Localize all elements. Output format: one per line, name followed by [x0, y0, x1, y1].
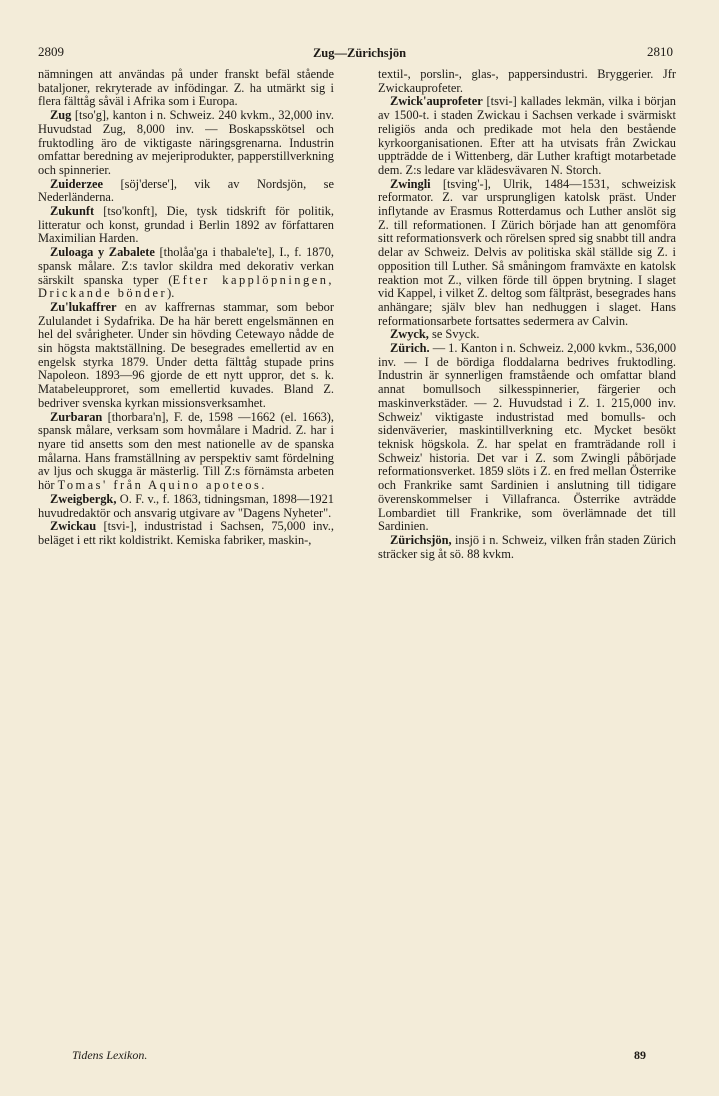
- entry-text: [tholåa'ga i thabale'te], I., f. 1870, spansk målare. Z:s tavlor skildra med dekorativ verkan särskilt spanska typer (: [38, 245, 334, 287]
- entry-headword: Zuiderzee: [50, 176, 103, 191]
- entry-headword: Zwick'auprofeter: [390, 94, 483, 109]
- entry-spaced-title: Efter kapplöpningen, Drickande bönder: [38, 272, 334, 301]
- lexicon-entry: [38, 178, 334, 205]
- entry-headword: Zug: [50, 108, 72, 123]
- lexicon-entry: [38, 109, 334, 178]
- running-head: Zug—Zürichsjön: [312, 46, 407, 60]
- entry-text: se Svyck.: [428, 327, 480, 342]
- lexicon-entry: [38, 493, 334, 520]
- entry-text: [tso'g], kanton i n. Schweiz. 240 kvkm., 32,000 inv. Huvudstad Zug, 8,000 inv. — Boskapsskötsel och fruktodling äro de viktigaste näringsgrenarna. Industrin omfattar beredning av mejeriprodukter, papperstillverkning och spinnerier.: [38, 108, 334, 177]
- lexicon-entry: [378, 178, 676, 329]
- entry-headword: Zwickau: [50, 519, 97, 534]
- entry-headword: Zwingli: [390, 176, 431, 191]
- entry-headword: Zürichsjön,: [390, 532, 452, 547]
- page-number-left: 2809: [38, 44, 64, 59]
- entry-headword: Zuloaga y Zabalete: [50, 245, 155, 260]
- lexicon-entry: [38, 246, 334, 301]
- entry-text: [tsvi-], industristad i Sachsen, 75,000 inv., beläget i ett rikt koldistrikt. Kemiska fabriker, maskin-,: [38, 519, 334, 547]
- lexicon-entry: [378, 534, 676, 561]
- entry-tail: ).: [167, 286, 175, 301]
- entry-headword: Zweigbergk,: [50, 491, 117, 506]
- entry-headword: Zukunft: [50, 204, 95, 219]
- entry-headword: Zürich.: [390, 341, 430, 356]
- lexicon-entry: [378, 328, 676, 342]
- lexicon-entry: [38, 301, 334, 411]
- lexicon-entry: [378, 342, 676, 534]
- entry-text: en av kaffrernas stammar, som bebor Zululandet i Sydafrika. De ha här berett engelsmännen en hel del svårigheter. Under sin hövding Cetewayo nådde de sin högsta maktställning. De besegrades emellertid av en engelsk styrka 1879. Under detta fälttåg stupade prins Napoleon. 1893—96 gjorde de ett nytt uppror, det s. k. Matabeleupproret, som emellertid kuvades. Bland Z. bedriver svenska kyrkan missionsverksamhet.: [38, 299, 334, 410]
- lexicon-entry: [38, 520, 334, 547]
- entry-text: [söj'derse'], vik av Nordsjön, se Nederländerna.: [38, 176, 334, 205]
- footer-title: Tidens Lexikon.: [72, 1048, 148, 1062]
- lexicon-entry: [378, 95, 676, 177]
- page-number-right: 2810: [647, 44, 673, 59]
- footer-number: 89: [634, 1048, 646, 1062]
- entry-tail: .: [261, 478, 265, 493]
- entry-text: [tsvi-] kallades lekmän, vilka i början av 1500-t. i staden Zwickau i Sachsen verkade i svärmiskt religiös anda och predikade mot hela den bestående kyrkoorganisationen. Efter att ha utvisats från Zwickau uppträdde de i Wittenberg, där Luther kraftigt motarbetade dem. Z:s ledare var klädesvävaren N. Storch.: [378, 94, 676, 177]
- entry-text: textil-, porslin-, glas-, pappersindustri. Bryggerier. Jfr Zwickauprofeter.: [378, 67, 676, 95]
- entry-headword: Zu'lukaffrer: [50, 299, 117, 314]
- left-column: [38, 68, 334, 548]
- entry-text: — 1. Kanton i n. Schweiz. 2,000 kvkm., 536,000 inv. — I de bördiga floddalarna bedrives fruktodling. Industrin är synnerligen framstående och omfattar bland annat bomullsoch silkesspinnerier, färgerier och maskinverkstäder. — 2. Huvudstad i Z. 1. 215,000 inv. Schweiz' viktigaste industristad med bomulls- och sidenväverier, maskintillverkning etc. Mycket besökt teknisk högskola. Z. har spelat en framträdande roll i Schweiz' historia. Det var i Z. som Zwingli påbörjade reformationsverket. 1859 slöts i Z. en fred mellan Österrike och Frankrike samt Sardinien i anslutning till tidigare överenskommelser i Villafranca. Österrike avträdde Lombardiet till Frankrike, som överlämnade det till Sardinien.: [378, 341, 677, 534]
- lexicon-entry: [38, 205, 334, 246]
- entry-text: [tsving'-], Ulrik, 1484—1531, schweizisk reformator. Z. var ursprungligen katolsk präst. Under inflytande av Erasmus Rotterdamus och Luther anslöt sig Z. till reformationen. I Zürich började han att genomföra sitt reformationsverk och rörelsen spred sig snabbt till andra delar av Schweiz. Delvis av politiska skäl ställde sig Z. i opposition till Luther. Så småningom framväxte en katolsk reaktion mot Z., vilken förde till öppen brytning. I slaget vid Kappel, i vilket Z. deltog som fältpräst, besegrades hans anhängare; själv blev han nedhuggen i slaget. Hans reformationsarbete fortsattes sedermera av Calvin.: [378, 176, 676, 328]
- entry-text: [tso'konft], Die, tysk tidskrift för politik, litteratur och konst, grundad i Berlin 1892 av författaren Maximilian Harden.: [38, 204, 334, 246]
- lexicon-entry: [38, 68, 334, 109]
- right-column: [378, 68, 676, 561]
- entry-headword: Zurbaran: [50, 409, 103, 424]
- entry-spaced-title: Tomas' från Aquino apoteos: [57, 478, 262, 493]
- entry-text: nämningen att användas på under franskt befäl stående bataljoner, rekryterade av infödingar. Z. ha utmärkt sig i flera fälttåg såväl i Afrika som i Europa.: [38, 67, 334, 109]
- entry-text: insjö i n. Schweiz, vilken från staden Zürich sträcker sig åt sö. 88 kvkm.: [378, 532, 676, 561]
- entry-headword: Zwyck,: [390, 327, 429, 342]
- lexicon-entry: [378, 68, 676, 95]
- entry-text: [thorbara'n], F. de, 1598 —1662 (el. 1663), spansk målare, verksam som hovmålare i Madrid. Z. har i nyare tid ansetts som den mest nationelle av de spanska målarna. Hans framställning av perspektiv samt fördelning av ljus och skugga är mästerlig. Till Z:s förnämsta arbeten hör: [38, 409, 334, 493]
- lexicon-entry: [38, 411, 334, 493]
- entry-text: O. F. v., f. 1863, tidningsman, 1898—1921 huvudredaktör och ansvarig utgivare av "Dagens Nyheter".: [38, 491, 334, 520]
